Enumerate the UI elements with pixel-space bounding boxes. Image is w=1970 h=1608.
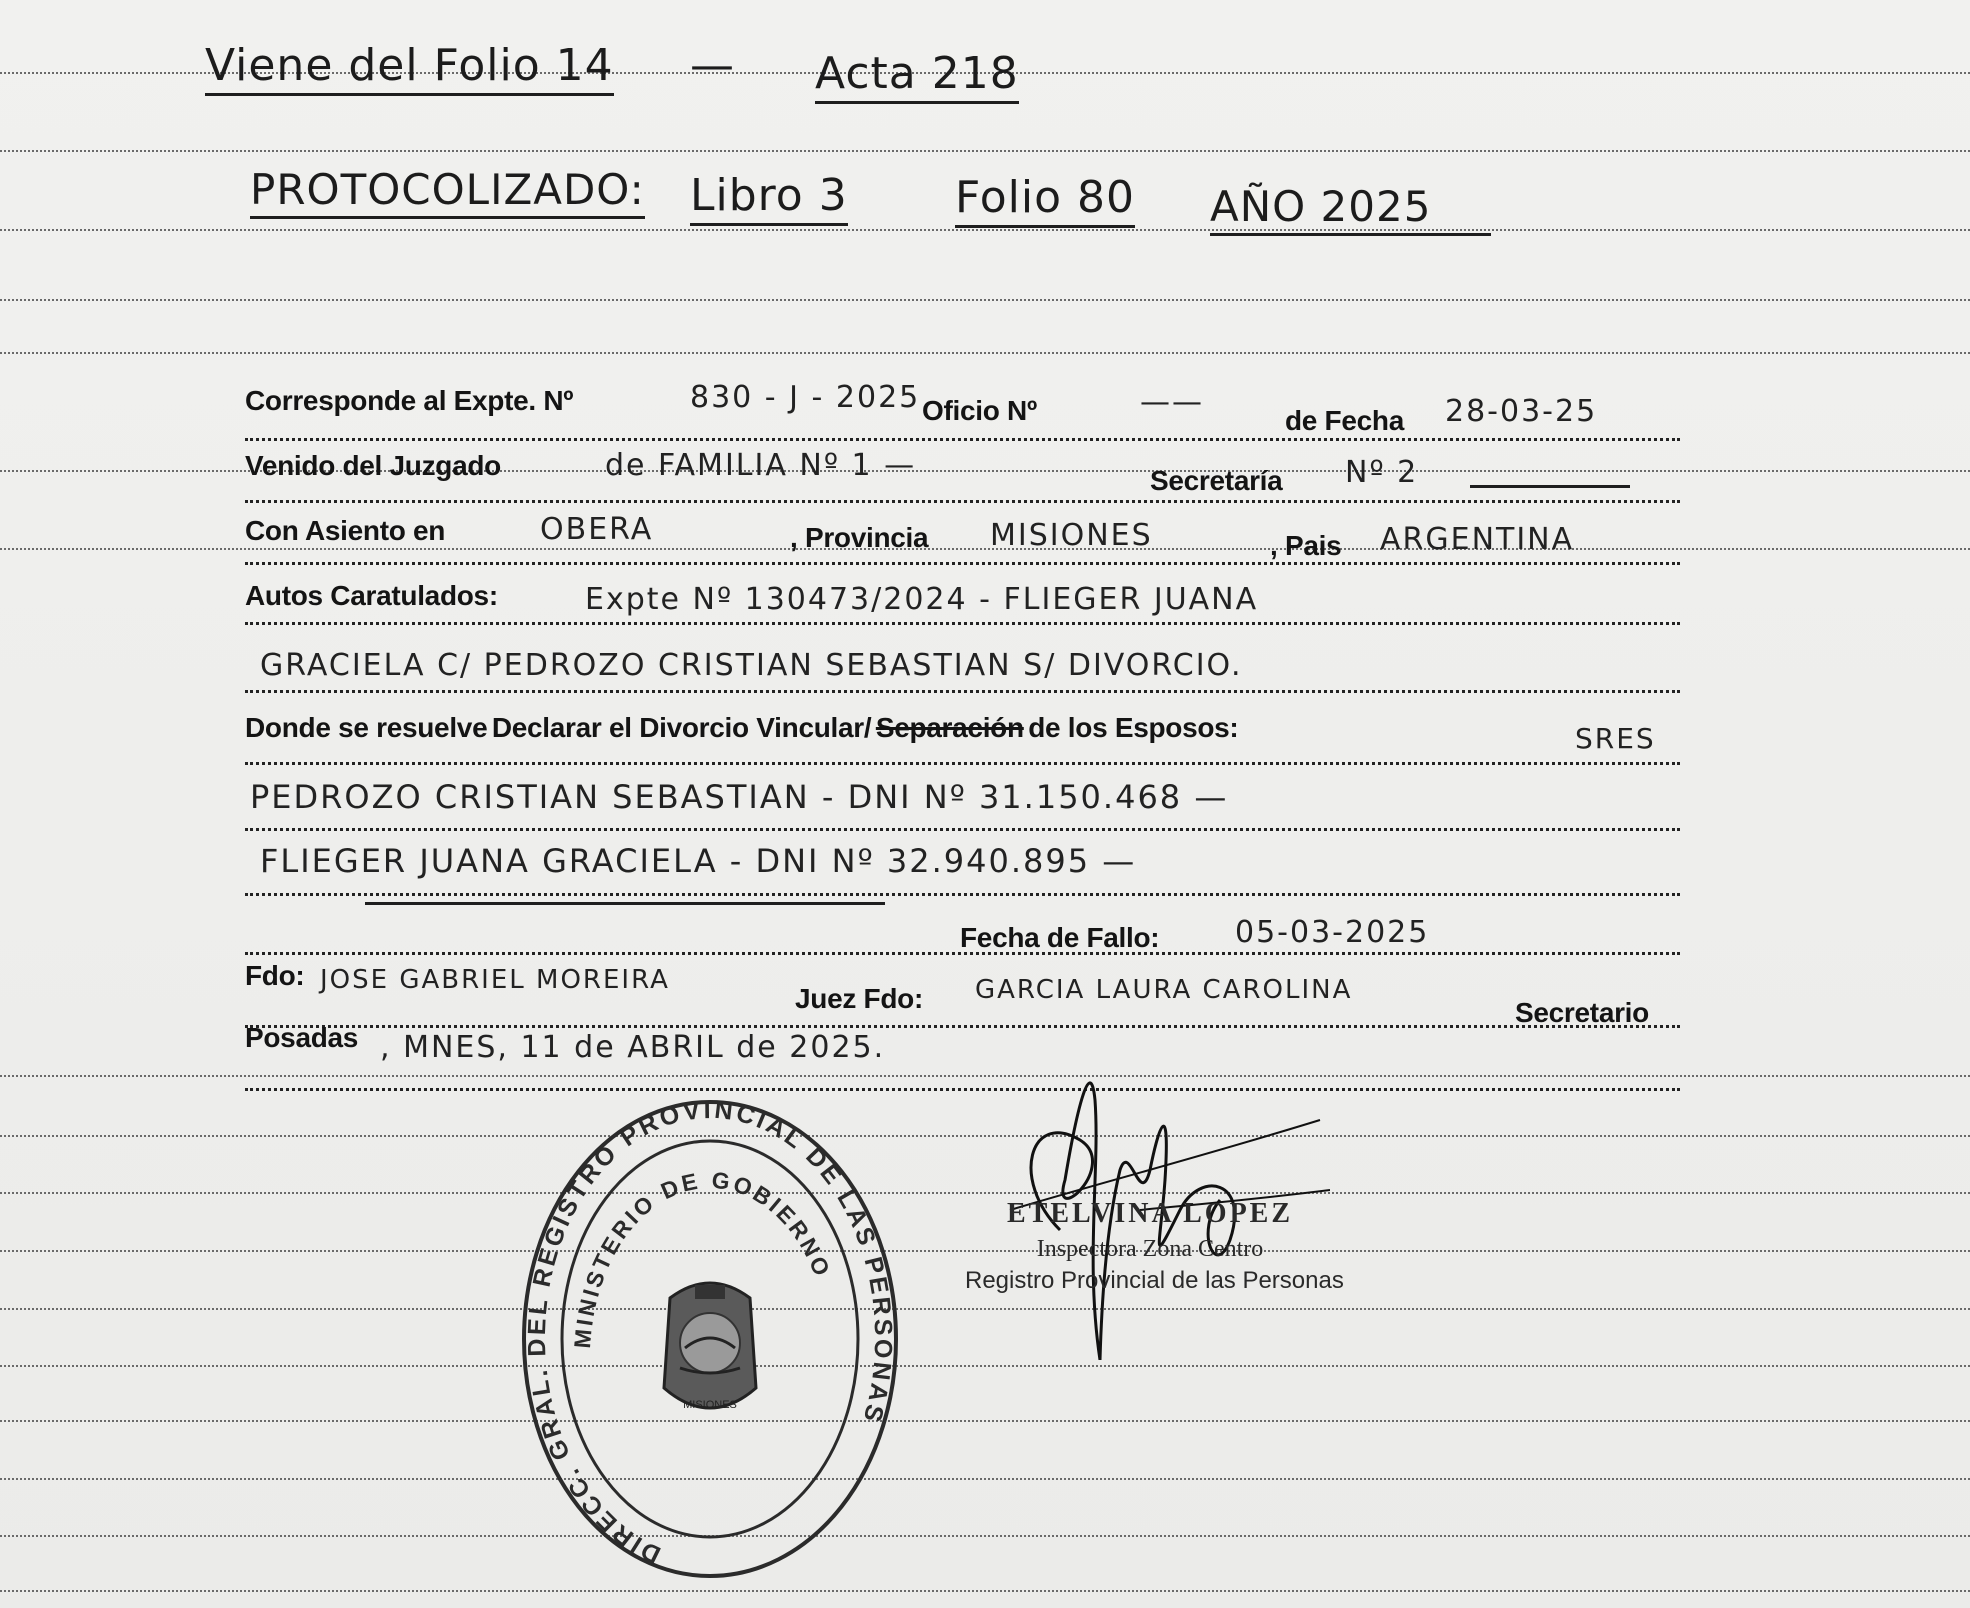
expte-value: 830 - J - 2025	[690, 380, 921, 415]
secretario-name: GARCIA LAURA CAROLINA	[975, 975, 1353, 1005]
oficio-label: Oficio Nº	[922, 395, 1037, 426]
esposos-prefix: SRES	[1575, 722, 1656, 755]
lugar-fecha: , MNES, 11 de ABRIL de 2025.	[380, 1030, 886, 1065]
anio: AÑO 2025	[1210, 182, 1491, 236]
emblem-text: MISIONES	[683, 1399, 737, 1411]
resuelve-row	[245, 712, 1238, 744]
fdo-label: Fdo:	[245, 960, 305, 991]
secretaria-value: Nº 2	[1345, 455, 1419, 490]
stamp-inner-text: MINISTERIO DE GOBIERNO	[568, 1166, 837, 1350]
expte-label: Corresponde al Expte. Nº	[245, 385, 574, 416]
secretaria-label: Secretaría	[1150, 465, 1283, 496]
juzgado-label: Venido del Juzgado	[245, 450, 501, 481]
autos-label: Autos Caratulados:	[245, 580, 498, 611]
folio-number: Folio 80	[955, 172, 1135, 228]
inspector-office: Registro Provincial de las Personas	[965, 1267, 1344, 1294]
esposo-2: FLIEGER JUANA GRACIELA - DNI Nº 32.940.895 —	[260, 842, 1137, 880]
viene-del-folio: Viene del Folio 14	[205, 40, 614, 96]
provincia-value: MISIONES	[990, 518, 1153, 553]
acta-number: Acta 218	[815, 48, 1019, 104]
juez-name: JOSE GABRIEL MOREIRA	[320, 965, 670, 995]
autos-line-2: GRACIELA C/ PEDROZO CRISTIAN SEBASTIAN S/ DIVORCIO.	[260, 648, 1243, 683]
provincial-emblem	[664, 1283, 756, 1411]
esposo-1: PEDROZO CRISTIAN SEBASTIAN - DNI Nº 31.150.468 —	[250, 778, 1229, 816]
pais-label: , Pais	[1270, 530, 1342, 561]
fallo-value: 05-03-2025	[1235, 915, 1430, 950]
pais-value: ARGENTINA	[1380, 522, 1575, 557]
juez-label: Juez Fdo:	[795, 983, 923, 1014]
stamp-outer-text: DIRECC. GRAL. DEL REGISTRO PROVINCIAL DE LAS PERSONAS	[522, 1098, 898, 1569]
asiento-label: Con Asiento en	[245, 515, 446, 546]
inspector-title: Inspectora Zona Centro	[1036, 1236, 1264, 1262]
protocolizado-label: PROTOCOLIZADO:	[250, 165, 645, 219]
provincia-label: , Provincia	[790, 522, 929, 553]
secretario-label: Secretario	[1515, 997, 1649, 1028]
juzgado-value: de FAMILIA Nº 1 —	[605, 448, 917, 483]
fallo-label: Fecha de Fallo:	[960, 922, 1160, 953]
fecha-value: 28-03-25	[1445, 394, 1598, 429]
libro-number: Libro 3	[690, 170, 848, 226]
resuelve-text-1: Donde se resuelve	[245, 712, 488, 743]
asiento-value: OBERA	[540, 512, 654, 547]
inspector-name: ETELVINA LOPEZ	[1006, 1198, 1294, 1229]
resuelve-separacion-struck: Separación	[875, 712, 1024, 743]
autos-line-1: Expte Nº 130473/2024 - FLIEGER JUANA	[585, 582, 1259, 617]
registro-stamp	[520, 1098, 900, 1580]
resuelve-text-4: de los Esposos:	[1028, 712, 1239, 743]
fecha-label: de Fecha	[1285, 405, 1404, 436]
resuelve-text-2: Declarar el Divorcio Vincular/	[491, 712, 872, 743]
lugar-label: Posadas	[245, 1022, 359, 1053]
signature-block	[965, 1198, 1344, 1295]
oficio-value: ——	[1140, 385, 1204, 420]
header-dash: —	[690, 40, 735, 91]
